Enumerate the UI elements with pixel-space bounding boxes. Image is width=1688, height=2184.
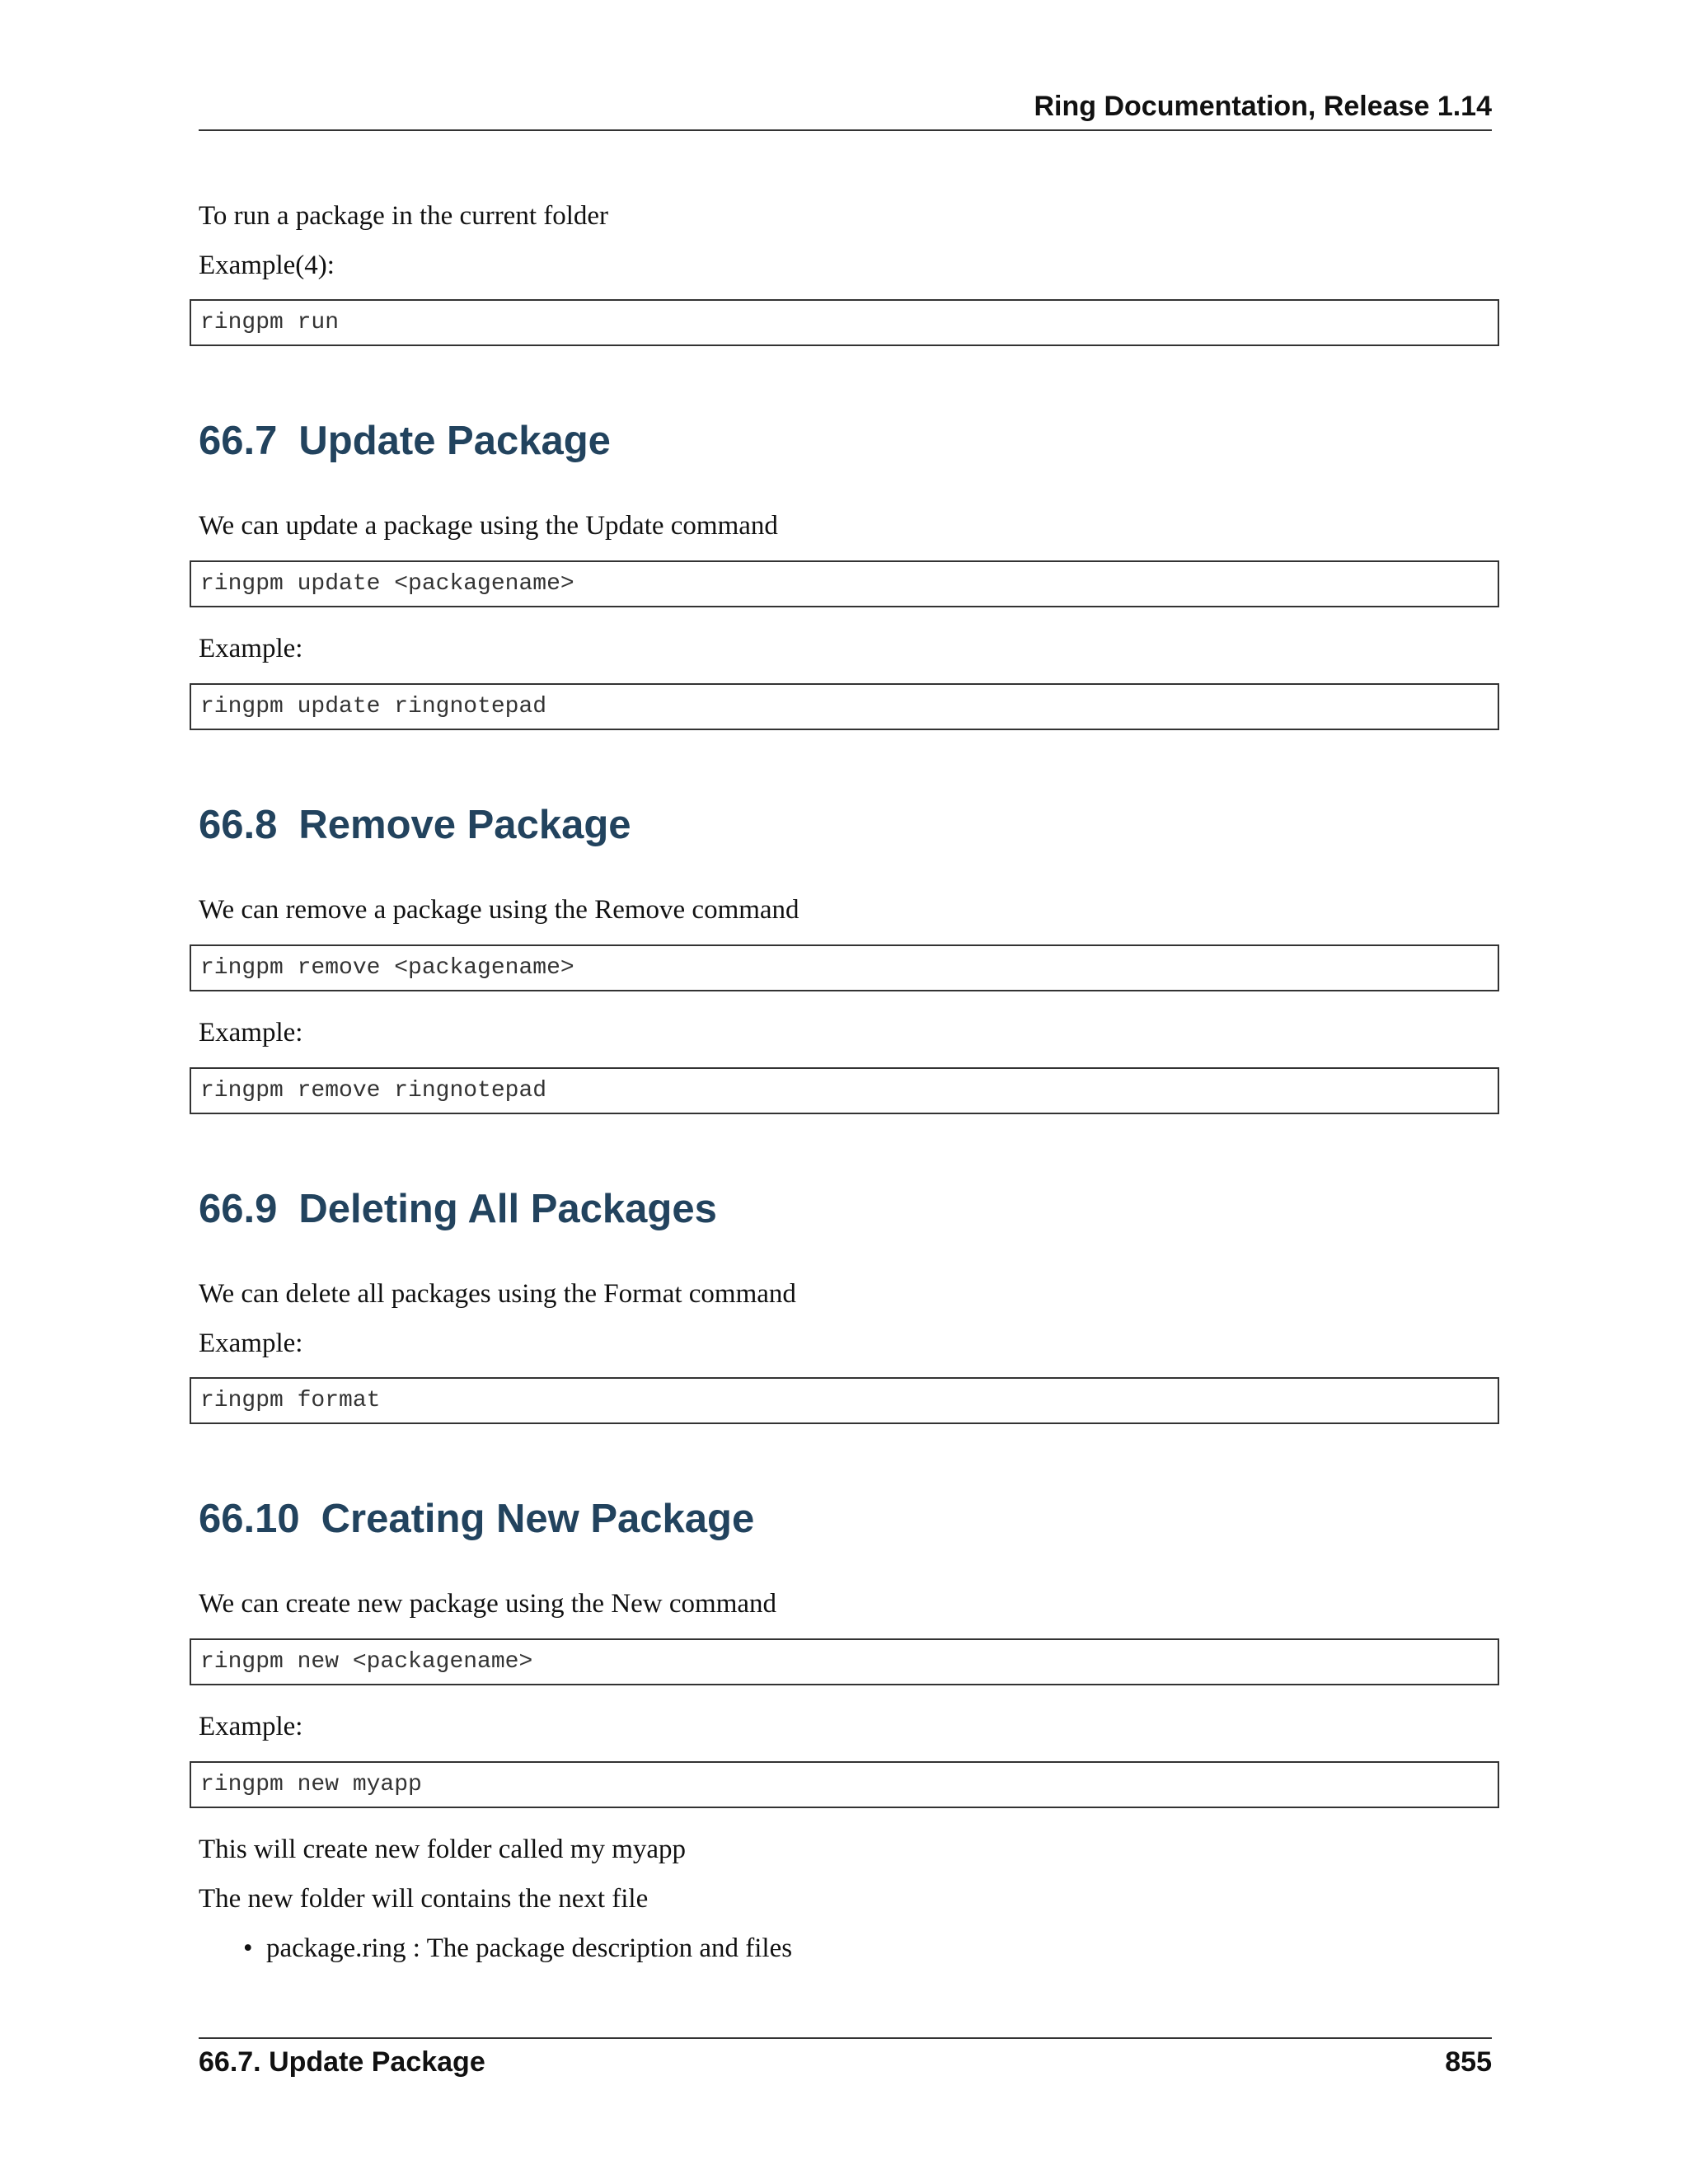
code-block [190,944,1499,991]
section-heading-remove-package [199,805,631,846]
intro-example-label: Example(4): [199,251,335,280]
section-title: Remove Package [298,803,631,847]
code-block [190,1377,1499,1424]
section-description: We can remove a package using the Remove command [199,895,799,925]
section-number: 66.10 [199,1497,300,1541]
section-heading-update-package [199,421,611,462]
body-text: The new folder will contains the next file [199,1884,649,1914]
code-text: ringpm remove ringnotepad [200,1078,547,1104]
list-item-text: package.ring : The package description and files [266,1933,793,1963]
code-text: ringpm format [200,1388,381,1413]
code-text: ringpm new <packagename> [200,1649,533,1675]
section-title: Update Package [298,419,611,463]
code-text: ringpm update ringnotepad [200,694,547,719]
code-text: ringpm update <packagename> [200,571,574,597]
running-header: Ring Documentation, Release 1.14 [1034,91,1492,122]
code-block [190,1761,1499,1808]
section-number: 66.7 [199,419,278,463]
code-block [190,683,1499,730]
code-text: ringpm run [200,310,340,335]
code-block [190,1067,1499,1114]
example-label: Example: [199,1018,303,1047]
footer-rule [199,2037,1492,2039]
page-number: 855 [1445,2046,1492,2078]
code-block [190,1638,1499,1685]
header-rule [199,129,1492,131]
intro-text: To run a package in the current folder [199,201,609,231]
example-label: Example: [199,634,303,663]
section-heading-deleting-all-packages [199,1189,717,1230]
example-label: Example: [199,1329,303,1358]
example-label: Example: [199,1712,303,1741]
section-description: We can delete all packages using the Format command [199,1279,796,1309]
bullet-icon: • [243,1933,253,1963]
body-text: This will create new folder called my myapp [199,1835,687,1864]
section-number: 66.8 [199,803,278,847]
code-block [190,560,1499,607]
section-number: 66.9 [199,1187,278,1231]
section-heading-creating-new-package [199,1499,754,1540]
list-item [243,1933,792,1965]
code-text: ringpm new myapp [200,1772,422,1797]
section-description: We can update a package using the Update command [199,511,778,541]
section-title: Creating New Package [321,1497,755,1541]
section-title: Deleting All Packages [298,1187,717,1231]
footer-section-title: 66.7. Update Package [199,2046,485,2078]
code-text: ringpm remove <packagename> [200,955,574,981]
code-block [190,299,1499,346]
section-description: We can create new package using the New command [199,1589,777,1619]
